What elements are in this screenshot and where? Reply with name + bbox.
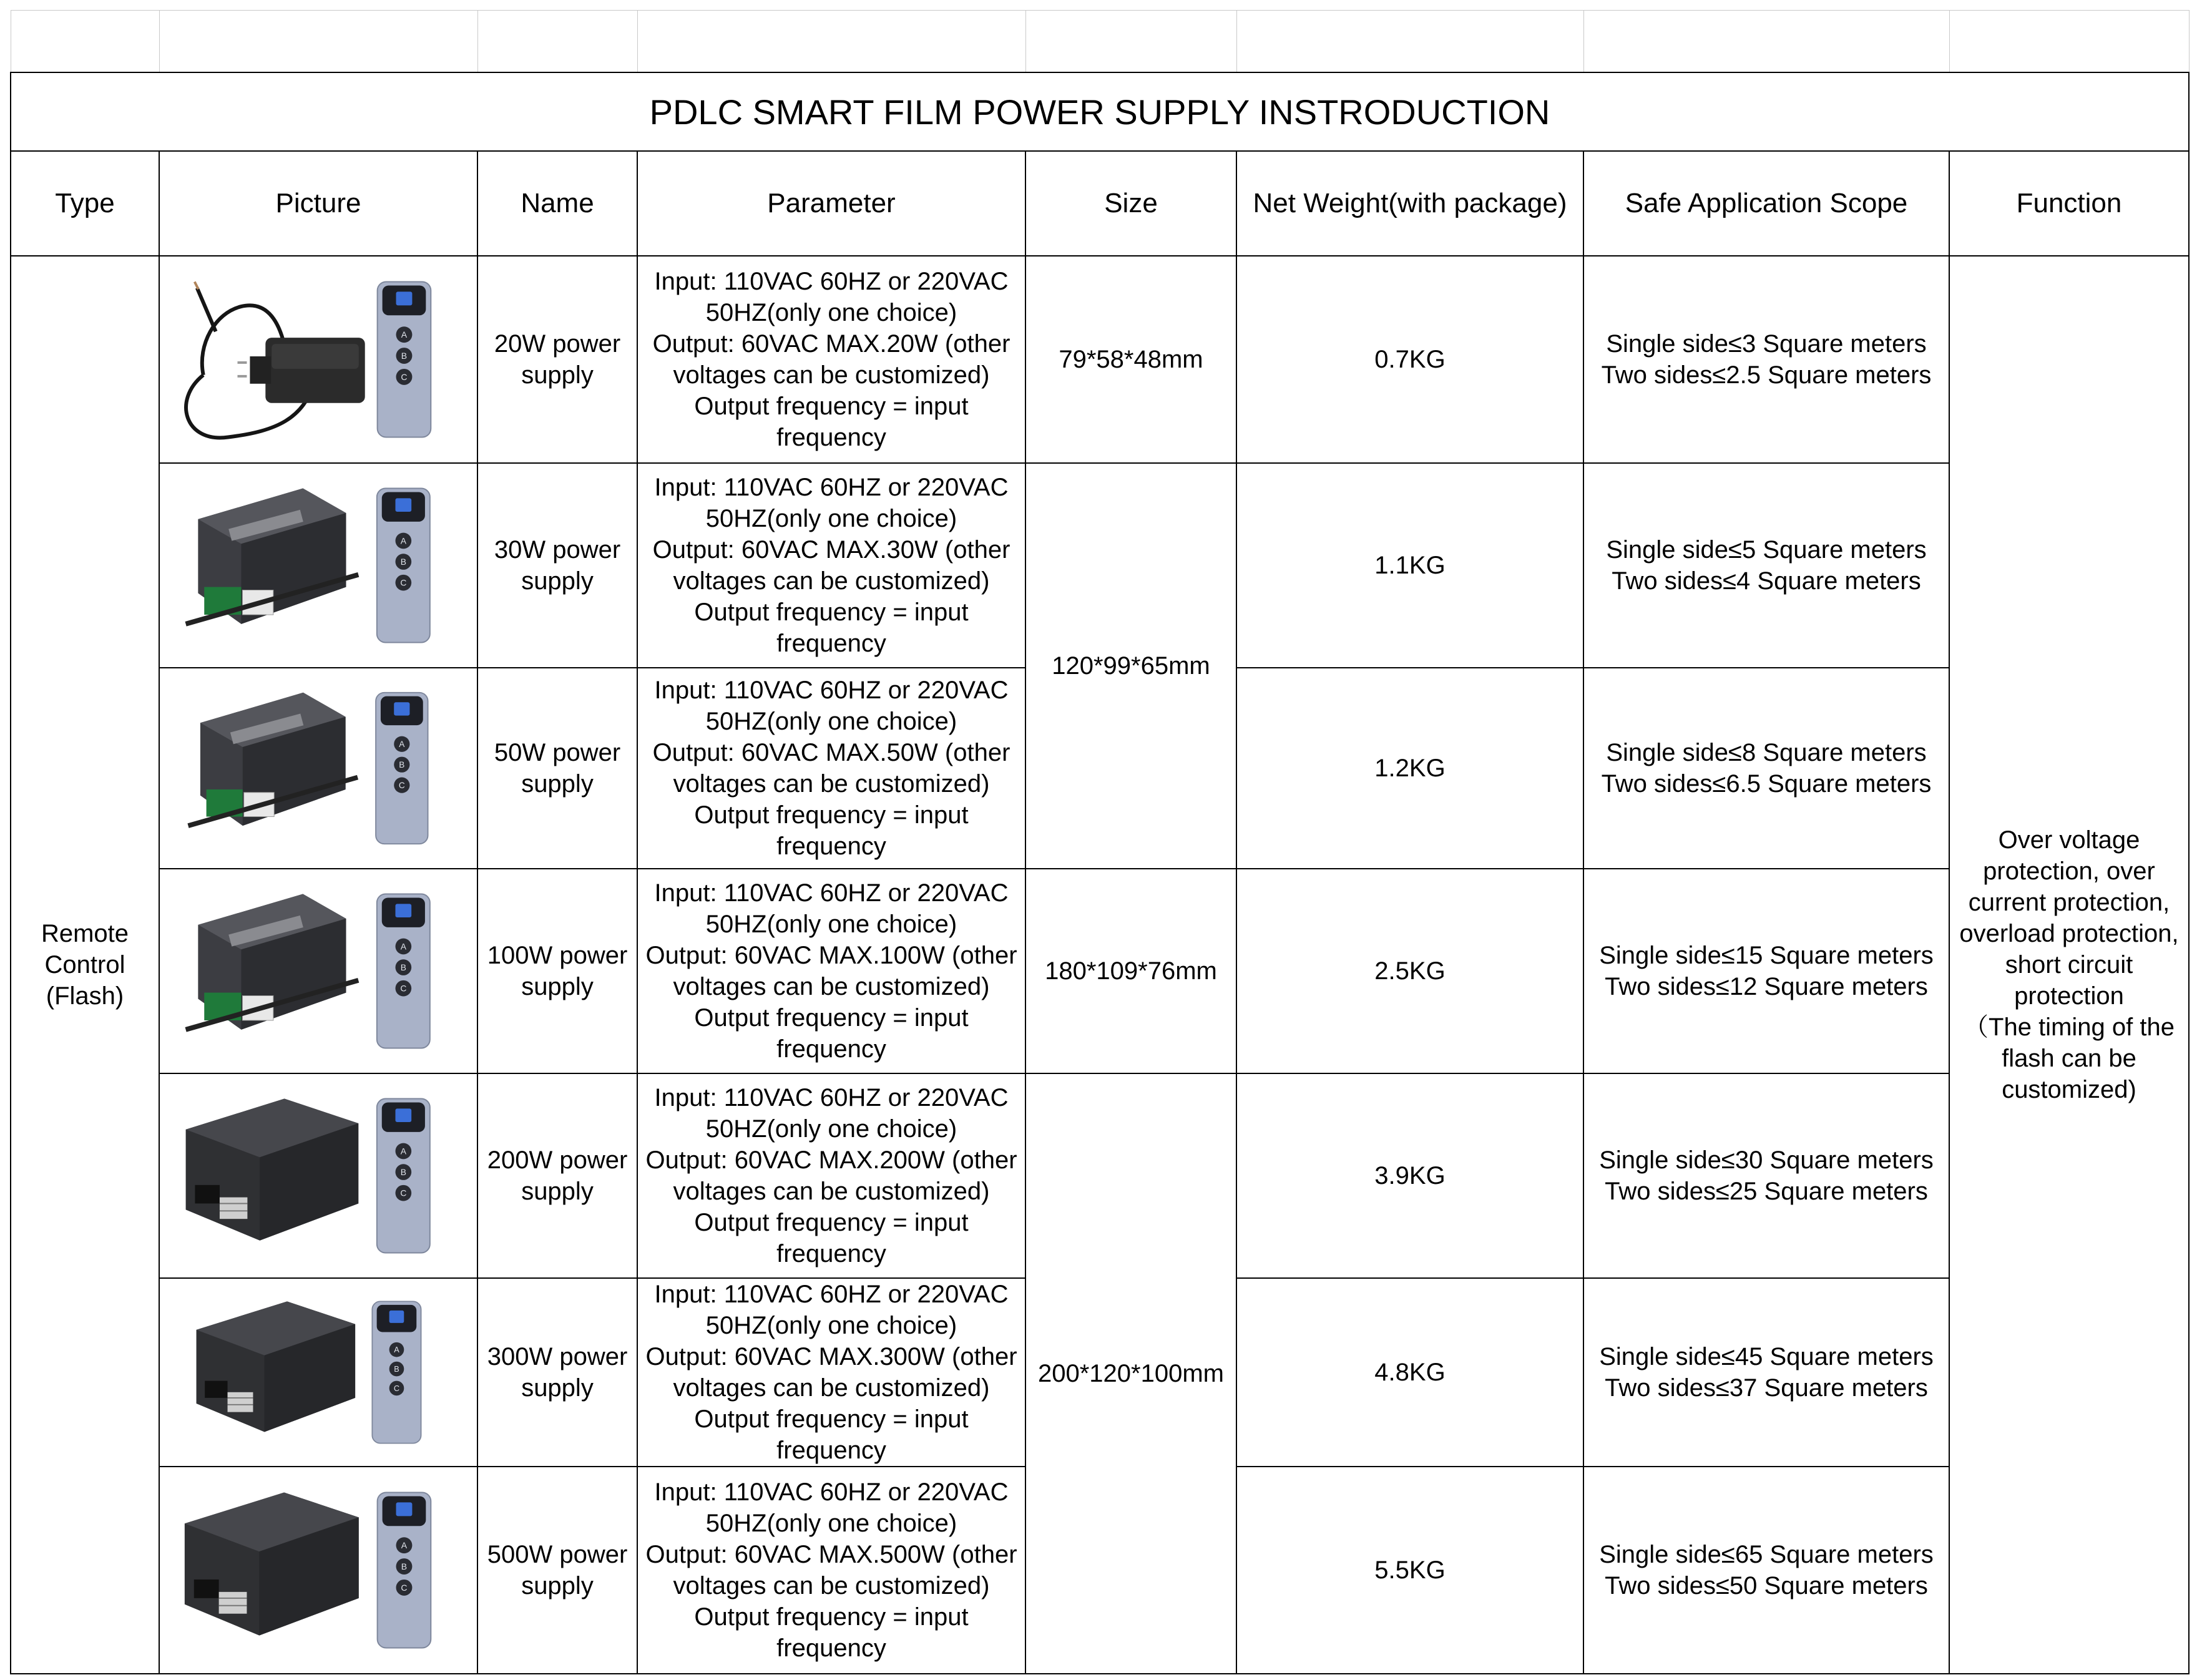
remote-control-icon: [377, 1099, 430, 1253]
size-cell: 180*109*76mm: [1025, 869, 1236, 1073]
svg-text:A: A: [399, 740, 405, 750]
svg-text:C: C: [400, 577, 407, 588]
weight-cell: 2.5KG: [1236, 869, 1583, 1073]
size-cell: 120*99*65mm: [1025, 463, 1236, 869]
remote-control-icon: [377, 894, 430, 1048]
product-image: [160, 1467, 477, 1673]
header-function: Function: [1949, 151, 2189, 256]
parameter-cell: Input: 110VAC 60HZ or 220VAC 50HZ(only one choice) Output: 60VAC MAX.100W (other voltages can be customized) Output frequency = input frequency: [637, 869, 1025, 1073]
table-row: [11, 256, 2189, 463]
remote-control-icon: [372, 1301, 421, 1443]
header-picture: Picture: [159, 151, 477, 256]
product-image: [160, 464, 477, 667]
remote-control-icon: [378, 281, 431, 437]
empty-gridline-row: [11, 11, 2189, 73]
svg-text:A: A: [400, 1146, 406, 1156]
parameter-cell: Input: 110VAC 60HZ or 220VAC 50HZ(only one choice) Output: 60VAC MAX.20W (other voltages can be customized) Output frequency = input frequency: [637, 256, 1025, 463]
svg-text:B: B: [401, 1561, 408, 1572]
product-picture: [159, 1073, 477, 1278]
spec-table: [10, 10, 2190, 1674]
svg-text:C: C: [400, 983, 407, 994]
table-row: [11, 1073, 2189, 1278]
name-cell: 50W power supply: [477, 668, 637, 869]
product-picture: [159, 463, 477, 668]
svg-text:A: A: [394, 1345, 399, 1355]
power-module-icon: [186, 489, 359, 624]
svg-text:A: A: [401, 1540, 408, 1551]
header-row: [11, 151, 2189, 256]
product-image: [160, 668, 477, 868]
power-module-icon: [186, 894, 359, 1030]
header-weight: Net Weight(with package): [1236, 151, 1583, 256]
page-title: PDLC SMART FILM POWER SUPPLY INSTRODUCTION: [11, 72, 2189, 151]
power-box-icon: [185, 1492, 359, 1635]
type-cell: Remote Control (Flash): [11, 256, 159, 1674]
name-cell: 300W power supply: [477, 1278, 637, 1467]
product-picture: [159, 256, 477, 463]
power-box-icon: [186, 1099, 359, 1241]
svg-text:B: B: [400, 962, 406, 973]
header-type: Type: [11, 151, 159, 256]
product-image: [160, 1074, 477, 1277]
svg-text:B: B: [399, 760, 405, 770]
svg-text:C: C: [400, 1188, 407, 1198]
parameter-cell: Input: 110VAC 60HZ or 220VAC 50HZ(only one choice) Output: 60VAC MAX.30W (other voltages can be customized) Output frequency = input frequency: [637, 463, 1025, 668]
size-cell: 79*58*48mm: [1025, 256, 1236, 463]
name-cell: 30W power supply: [477, 463, 637, 668]
scope-cell: Single side≤15 Square meters Two sides≤12 Square meters: [1583, 869, 1949, 1073]
remote-control-icon: [377, 489, 430, 643]
product-image: [160, 256, 477, 462]
weight-cell: 3.9KG: [1236, 1073, 1583, 1278]
svg-text:B: B: [401, 351, 408, 361]
product-image: [160, 869, 477, 1073]
svg-text:A: A: [400, 535, 406, 546]
scope-cell: Single side≤8 Square meters Two sides≤6.5 Square meters: [1583, 668, 1949, 869]
table-row: [11, 869, 2189, 1073]
power-module-icon: [188, 693, 358, 826]
header-size: Size: [1025, 151, 1236, 256]
header-name: Name: [477, 151, 637, 256]
svg-text:B: B: [394, 1364, 399, 1374]
remote-control-icon: [378, 1492, 431, 1648]
product-picture: [159, 869, 477, 1073]
remote-control-icon: [376, 693, 428, 844]
name-cell: 100W power supply: [477, 869, 637, 1073]
svg-text:B: B: [400, 557, 406, 567]
svg-text:B: B: [400, 1167, 406, 1178]
weight-cell: 5.5KG: [1236, 1467, 1583, 1674]
weight-cell: 4.8KG: [1236, 1278, 1583, 1467]
svg-text:C: C: [401, 1582, 408, 1593]
header-parameter: Parameter: [637, 151, 1025, 256]
svg-text:A: A: [401, 330, 408, 340]
power-box-icon: [197, 1301, 356, 1432]
table-row: [11, 463, 2189, 668]
scope-cell: Single side≤30 Square meters Two sides≤25 Square meters: [1583, 1073, 1949, 1278]
scope-cell: Single side≤3 Square meters Two sides≤2.5 Square meters: [1583, 256, 1949, 463]
svg-text:C: C: [401, 371, 408, 382]
scope-cell: Single side≤5 Square meters Two sides≤4 Square meters: [1583, 463, 1949, 668]
size-cell: 200*120*100mm: [1025, 1073, 1236, 1674]
parameter-cell: Input: 110VAC 60HZ or 220VAC 50HZ(only one choice) Output: 60VAC MAX.500W (other voltages can be customized) Output frequency = input frequency: [637, 1467, 1025, 1674]
scope-cell: Single side≤45 Square meters Two sides≤37 Square meters: [1583, 1278, 1949, 1467]
power-adapter-icon: [186, 281, 365, 437]
function-cell: Over voltage protection, over current protection, overload protection, short circuit protection （The timing of the flash can be customized): [1949, 256, 2189, 1674]
svg-text:C: C: [398, 781, 405, 790]
weight-cell: 1.2KG: [1236, 668, 1583, 869]
parameter-cell: Input: 110VAC 60HZ or 220VAC 50HZ(only one choice) Output: 60VAC MAX.50W (other voltages can be customized) Output frequency = input frequency: [637, 668, 1025, 869]
name-cell: 500W power supply: [477, 1467, 637, 1674]
product-picture: [159, 1467, 477, 1674]
scope-cell: Single side≤65 Square meters Two sides≤50 Square meters: [1583, 1467, 1949, 1674]
product-image: [160, 1279, 477, 1466]
name-cell: 200W power supply: [477, 1073, 637, 1278]
parameter-cell: Input: 110VAC 60HZ or 220VAC 50HZ(only one choice) Output: 60VAC MAX.200W (other voltages can be customized) Output frequency = input frequency: [637, 1073, 1025, 1278]
product-picture: [159, 668, 477, 869]
header-scope: Safe Application Scope: [1583, 151, 1949, 256]
product-picture: [159, 1278, 477, 1467]
svg-text:C: C: [393, 1384, 400, 1393]
weight-cell: 1.1KG: [1236, 463, 1583, 668]
parameter-cell: Input: 110VAC 60HZ or 220VAC 50HZ(only one choice) Output: 60VAC MAX.300W (other voltages can be customized) Output frequency = input frequency: [637, 1278, 1025, 1467]
weight-cell: 0.7KG: [1236, 256, 1583, 463]
svg-text:A: A: [400, 941, 406, 952]
spec-sheet: [10, 10, 2188, 1674]
name-cell: 20W power supply: [477, 256, 637, 463]
